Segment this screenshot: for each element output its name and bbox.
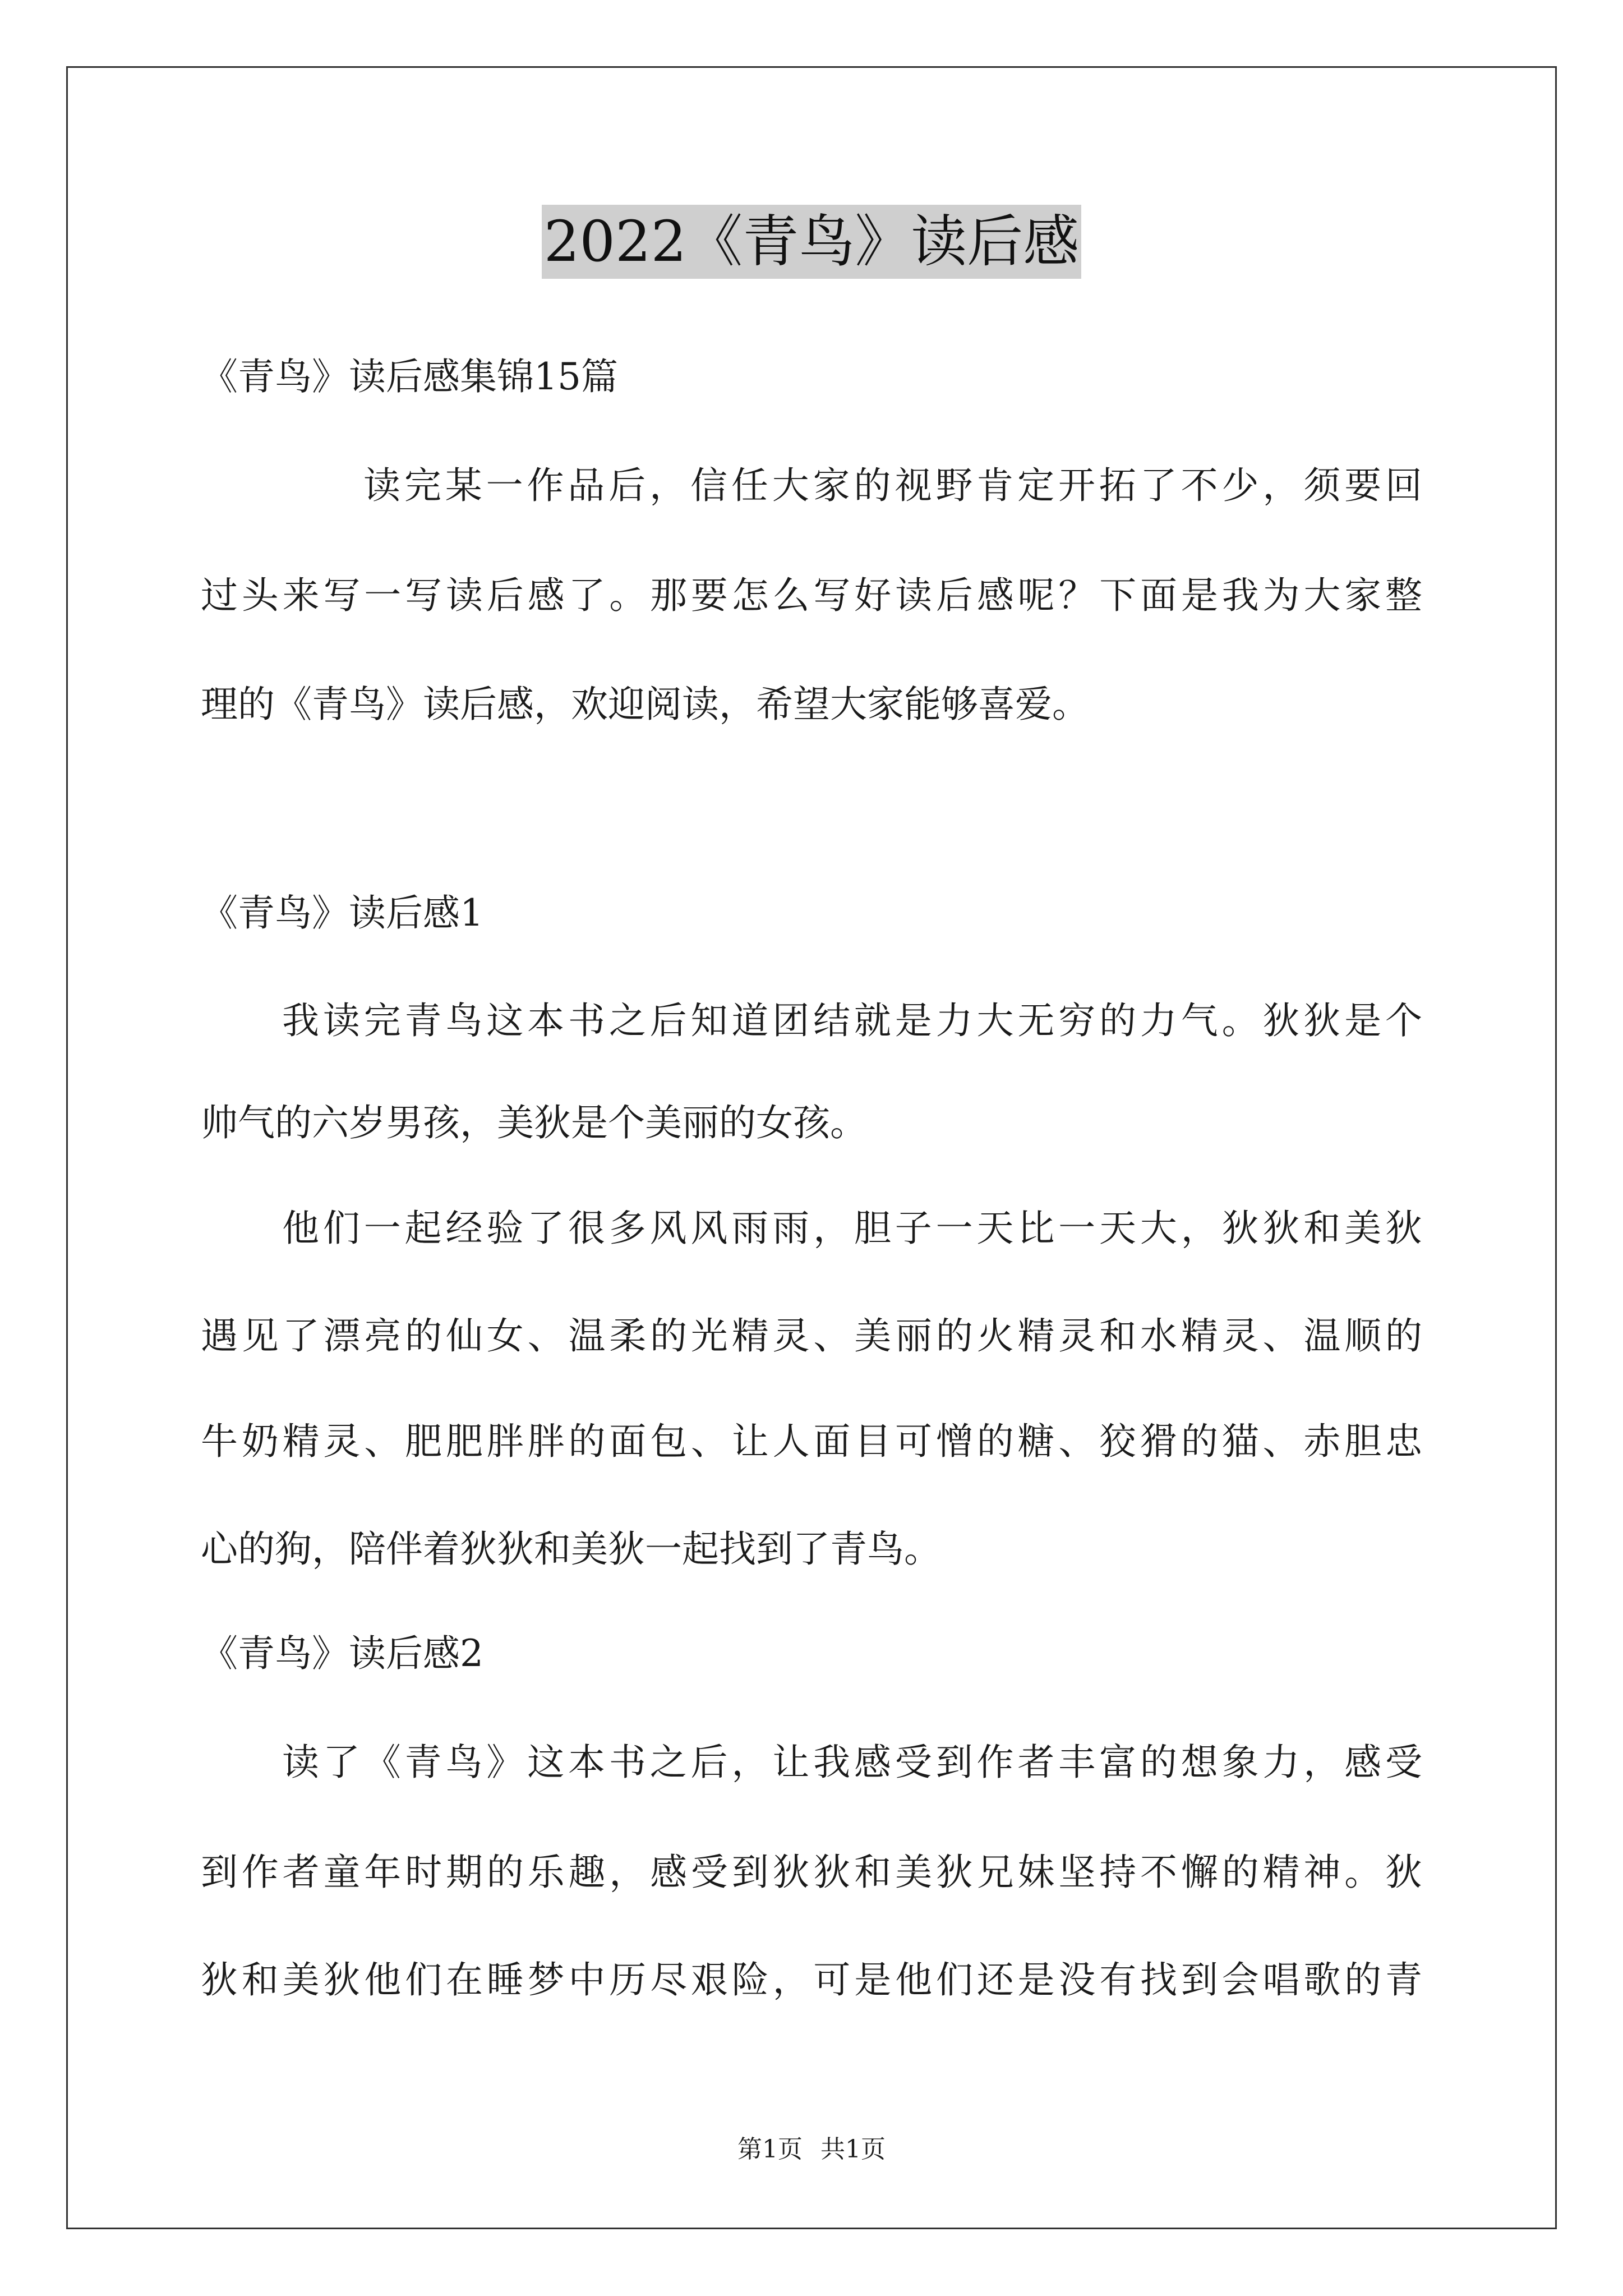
intro-line-1: 读完某一作品后，信任大家的视野肯定开拓了不少，须要回 [363, 464, 1422, 507]
section-1-line-3: 他们一起经验了很多风风雨雨，胆子一天比一天大，狄狄和美狄 [282, 1207, 1422, 1250]
section-2-line-2: 到作者童年时期的乐趣，感受到狄狄和美狄兄妹坚持不懈的精神。狄 [201, 1851, 1422, 1894]
title-container [0, 205, 1623, 279]
section-1-heading: 《青鸟》读后感1 [201, 891, 483, 935]
page-total: 共1页 [820, 2135, 886, 2164]
page-footer [0, 2133, 1623, 2166]
intro-line-2: 过头来写一写读后感了。那要怎么写好读后感呢？下面是我为大家整 [201, 574, 1422, 617]
section-1-line-1: 我读完青鸟这本书之后知道团结就是力大无穷的力气。狄狄是个 [282, 999, 1422, 1042]
section-1-line-2: 帅气的六岁男孩，美狄是个美丽的女孩。 [201, 1101, 867, 1144]
intro-line-3: 理的《青鸟》读后感，欢迎阅读，希望大家能够喜爱。 [201, 683, 1089, 726]
section-1-line-5: 牛奶精灵、肥肥胖胖的面包、让人面目可憎的糖、狡猾的猫、赤胆忠 [201, 1420, 1422, 1463]
section-1-line-4: 遇见了漂亮的仙女、温柔的光精灵、美丽的火精灵和水精灵、温顺的 [201, 1314, 1422, 1358]
section-2-line-3: 狄和美狄他们在睡梦中历尽艰险，可是他们还是没有找到会唱歌的青 [201, 1958, 1422, 2001]
page-number: 第1页 [737, 2135, 803, 2164]
section-1-line-6: 心的狗，陪伴着狄狄和美狄一起找到了青鸟。 [201, 1527, 941, 1571]
section-2-heading: 《青鸟》读后感2 [201, 1632, 483, 1675]
document-title: 2022《青鸟》读后感 [542, 205, 1082, 279]
section-2-line-1: 读了《青鸟》这本书之后，让我感受到作者丰富的想象力，感受 [282, 1741, 1422, 1784]
document-subtitle: 《青鸟》读后感集锦15篇 [201, 355, 618, 398]
